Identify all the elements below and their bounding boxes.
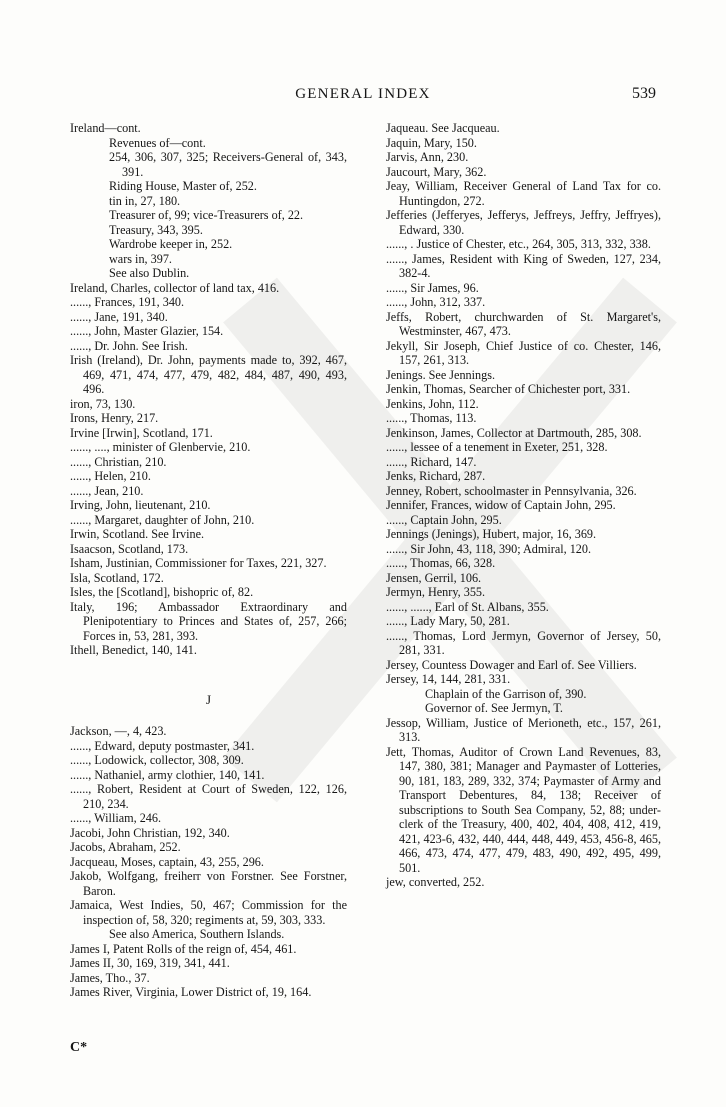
index-entry: ......, Sir John, 43, 118, 390; Admiral, 120. (386, 541, 592, 556)
index-entry: ......, ......, Earl of St. Albans, 355. (386, 599, 549, 614)
index-entry: Jacobi, John Christian, 192, 340. (70, 825, 230, 840)
index-subentry: Governor of. See Jermyn, T. (425, 701, 563, 715)
index-entry: ......, Edward, deputy postmaster, 341. (70, 738, 255, 753)
index-entry: ......, Jane, 191, 340. (70, 309, 168, 324)
index-entry: Jenkinson, James, Collector at Dartmouth, 285, 308. (386, 425, 642, 440)
index-entry: ......, Robert, Resident at Court of Sweden, 122, 126, 210, 234. (70, 782, 347, 811)
index-entry: Ithell, Benedict, 140, 141. (70, 643, 197, 657)
index-entry: Jacobs, Abraham, 252. (70, 840, 181, 854)
index-entry: Isla, Scotland, 172. (70, 570, 164, 585)
index-entry: jew, converted, 252. (386, 875, 485, 889)
index-entry: iron, 73, 130. (70, 396, 136, 411)
index-entry: Jacqueau, Moses, captain, 43, 255, 296. (70, 854, 264, 869)
index-column-right (386, 121, 661, 890)
index-entry: Jenkin, Thomas, Searcher of Chichester port, 331. (386, 382, 631, 396)
index-entry: ......, . Justice of Chester, etc., 264, 305, 313, 332, 338. (386, 237, 651, 251)
index-entry: James, Tho., 37. (70, 970, 150, 985)
index-entry: Ireland—cont. (70, 121, 141, 135)
index-entry: Irons, Henry, 217. (70, 411, 159, 425)
index-entry: James II, 30, 169, 319, 341, 441. (70, 956, 230, 970)
index-subentry: 254, 306, 307, 325; Receivers-General of, 343, 391. (109, 150, 347, 179)
index-entry: ......, Sir James, 96. (386, 280, 479, 295)
letter-heading: J (205, 691, 212, 707)
index-entry: Italy, 196; Ambassador Extraordinary and Plenipotentiary to Princes and States of, 257, 266; Forces in, 53, 281, 393. (70, 599, 347, 643)
index-entry: Isham, Justinian, Commissioner for Taxes, 221, 327. (70, 556, 327, 570)
index-entry: James I, Patent Rolls of the reign of, 454, 461. (70, 941, 297, 956)
index-entry: ......, ...., minister of Glenbervie, 210. (70, 440, 251, 454)
index-entry: Jekyll, Sir Joseph, Chief Justice of co. Chester, 146, 157, 261, 313. (386, 338, 661, 367)
index-subentry: tin in, 27, 180. (109, 193, 181, 208)
index-entry: Jersey, Countess Dowager and Earl of. See Villiers. (386, 657, 637, 672)
index-entry: ......, Thomas, Lord Jermyn, Governor of Jersey, 50, 281, 331. (386, 628, 661, 657)
index-entry: ......, Thomas, 113. (386, 411, 477, 425)
index-entry: ......, Christian, 210. (70, 454, 167, 469)
index-entry: ......, Captain John, 295. (386, 512, 502, 527)
index-entry: Jessop, William, Justice of Merioneth, etc., 157, 261, 313. (386, 715, 661, 744)
index-entry: ......, Thomas, 66, 328. (386, 556, 496, 570)
index-entry: ......, Richard, 147. (386, 454, 477, 469)
index-entry: ......, Margaret, daughter of John, 210. (70, 512, 255, 527)
index-entry: ......, Frances, 191, 340. (70, 295, 185, 309)
index-entry: Jersey, 14, 144, 281, 331. (386, 672, 511, 686)
index-entry: Jennifer, Frances, widow of Captain John, 295. (386, 498, 616, 512)
index-entry: James River, Virginia, Lower District of, 19, 164. (70, 985, 312, 999)
index-entry: Jenney, Robert, schoolmaster in Pennsylvania, 326. (386, 483, 637, 498)
index-subentry: Revenues of—cont. (109, 135, 206, 150)
index-entry: Jamaica, West Indies, 50, 467; Commission for the inspection of, 58, 320; regiments at, 59, 303, 333. (70, 898, 347, 927)
index-entry: Jarvis, Ann, 230. (386, 150, 469, 164)
index-entry: Ireland, Charles, collector of land tax, 416. (70, 280, 280, 295)
index-entry: ......, Nathaniel, army clothier, 140, 141. (70, 767, 265, 782)
index-entry: ......, lessee of a tenement in Exeter, 251, 328. (386, 440, 608, 454)
index-entry: ......, James, Resident with King of Sweden, 127, 234, 382-4. (386, 251, 661, 280)
index-entry: Jermyn, Henry, 355. (386, 585, 486, 599)
index-entry: Jennings (Jenings), Hubert, major, 16, 369. (386, 527, 597, 541)
index-entry: Jenks, Richard, 287. (386, 469, 486, 483)
index-subentry: Treasurer of, 99; vice-Treasurers of, 22. (109, 208, 304, 222)
index-entry: Jenings. See Jennings. (386, 367, 496, 382)
index-entry: Jackson, —, 4, 423. (70, 724, 167, 738)
index-entry: Isaacson, Scotland, 173. (70, 541, 189, 556)
index-entry: Jaucourt, Mary, 362. (386, 164, 487, 179)
index-entry: Jett, Thomas, Auditor of Crown Land Revenues, 83, 147, 380, 381; Manager and Paymaster of Lotteries, 90, 181, 183, 289, 332, 374; Paymaster of Army and Transport Debentures, 84, 138; Receiver of subscriptions to South Sea Company, 52, 88; under-clerk of the Treasury, 400, 402, 404, 408, 412, 419, 421, 423-6, 432, 440, 444, 448, 449, 453, 456-8, 465, 466, 473, 474, 477, 479, 483, 490, 492, 495, 499, 501. (386, 744, 661, 875)
index-entry: ......, William, 246. (70, 811, 162, 825)
index-entry: ......, Jean, 210. (70, 483, 144, 498)
index-subentry: See also America, Southern Islands. (109, 927, 285, 941)
index-entry: ......, Lodowick, collector, 308, 309. (70, 753, 244, 767)
index-entry: Irvine [Irwin], Scotland, 171. (70, 425, 213, 440)
index-entry: Isles, the [Scotland], bishopric of, 82. (70, 585, 254, 599)
index-entry: Irish (Ireland), Dr. John, payments made to, 392, 467, 469, 471, 474, 477, 479, 482, 484, 487, 490, 493, 496. (70, 353, 347, 396)
index-entry: ......, Helen, 210. (70, 469, 151, 483)
index-subentry: Riding House, Master of, 252. (109, 179, 257, 193)
running-header-title: GENERAL INDEX (295, 86, 431, 102)
index-entry: Jefferies (Jefferyes, Jefferys, Jeffreys, Jeffry, Jeffryes), Edward, 330. (386, 208, 661, 237)
index-column-left (70, 121, 347, 1000)
index-subentry: Wardrobe keeper in, 252. (109, 237, 233, 251)
signature-mark: C* (70, 1040, 88, 1055)
index-entry: Jaquin, Mary, 150. (386, 135, 477, 150)
index-subentry: Treasury, 343, 395. (109, 222, 203, 237)
index-entry: Jenkins, John, 112. (386, 396, 479, 411)
index-subentry: wars in, 397. (109, 251, 172, 266)
index-entry: Jeay, William, Receiver General of Land Tax for co. Huntingdon, 272. (386, 179, 661, 208)
index-entry: ......, John, Master Glazier, 154. (70, 324, 224, 338)
index-entry: Jakob, Wolfgang, freiherr von Forstner. See Forstner, Baron. (70, 869, 347, 898)
index-entry: Jeffs, Robert, churchwarden of St. Margaret's, Westminster, 467, 473. (386, 309, 661, 338)
index-entry: ......, Lady Mary, 50, 281. (386, 614, 510, 628)
index-entry: Irving, John, lieutenant, 210. (70, 498, 211, 512)
index-entry: Jaqueau. See Jacqueau. (386, 121, 500, 135)
index-entry: ......, John, 312, 337. (386, 295, 486, 309)
index-subentry: See also Dublin. (109, 266, 190, 280)
page-number: 539 (632, 85, 656, 102)
index-entry: Jensen, Gerril, 106. (386, 570, 482, 585)
index-entry: ......, Dr. John. See Irish. (70, 338, 188, 353)
index-subentry: Chaplain of the Garrison of, 390. (425, 686, 587, 701)
index-entry: Irwin, Scotland. See Irvine. (70, 527, 205, 541)
